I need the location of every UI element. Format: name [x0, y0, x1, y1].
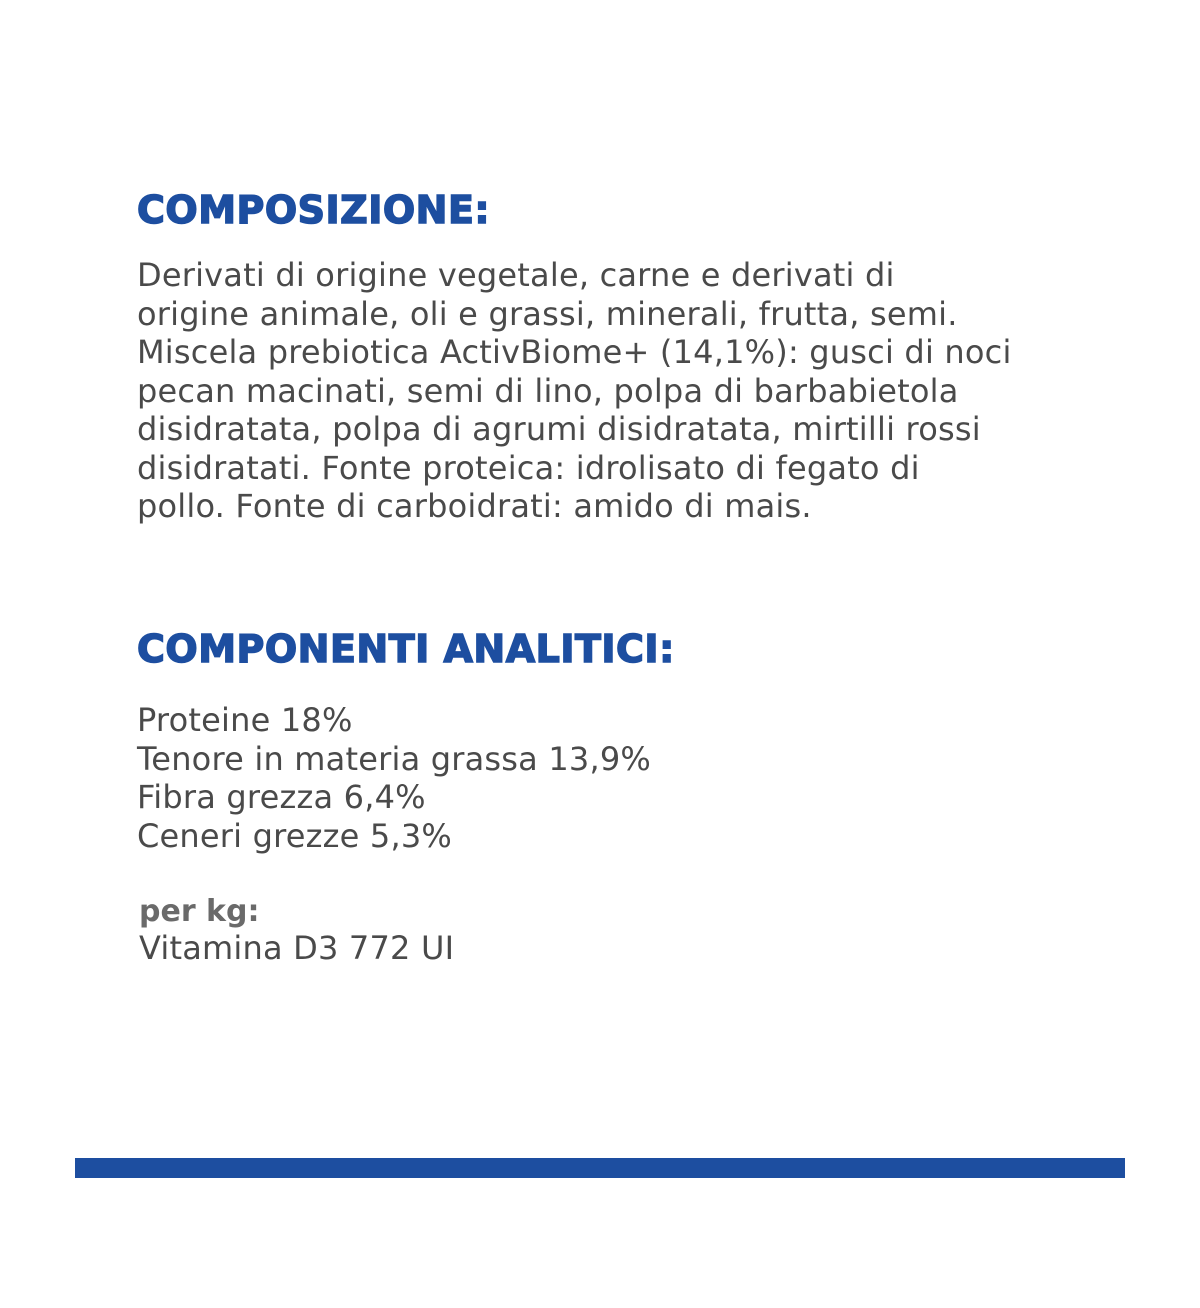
analytic-item-fat: Tenore in materia grassa 13,9% — [137, 739, 652, 778]
analytic-item-fiber: Fibra grezza 6,4% — [137, 778, 426, 816]
vitamin-d3-value: Vitamina D3 772 UI — [139, 929, 455, 967]
bottom-accent-bar — [75, 1158, 1125, 1178]
analytic-components-heading: COMPONENTI ANALITICI: — [137, 627, 675, 671]
analytic-item-ash: Ceneri grezze 5,3% — [137, 816, 453, 855]
per-kg-label: per kg: — [139, 894, 260, 929]
analytic-item-protein: Proteine 18% — [137, 701, 353, 739]
composition-heading: COMPOSIZIONE: — [137, 188, 491, 232]
composition-text: Derivati di origine vegetale, carne e derivati di origine animale, oli e grassi, minerali, frutta, semi. Miscela prebiotica ActivBiome+ (14,1%): gusci di noci pecan macinati, semi di lino, polpa di barbabietola disidratata, polpa di agrumi disidratata, mirtilli rossi disidratati. Fonte proteica: idrolisato di fegato di pollo. Fonte di carboidrati: amido di mais. — [137, 256, 1012, 525]
analytic-components-list — [137, 701, 651, 855]
